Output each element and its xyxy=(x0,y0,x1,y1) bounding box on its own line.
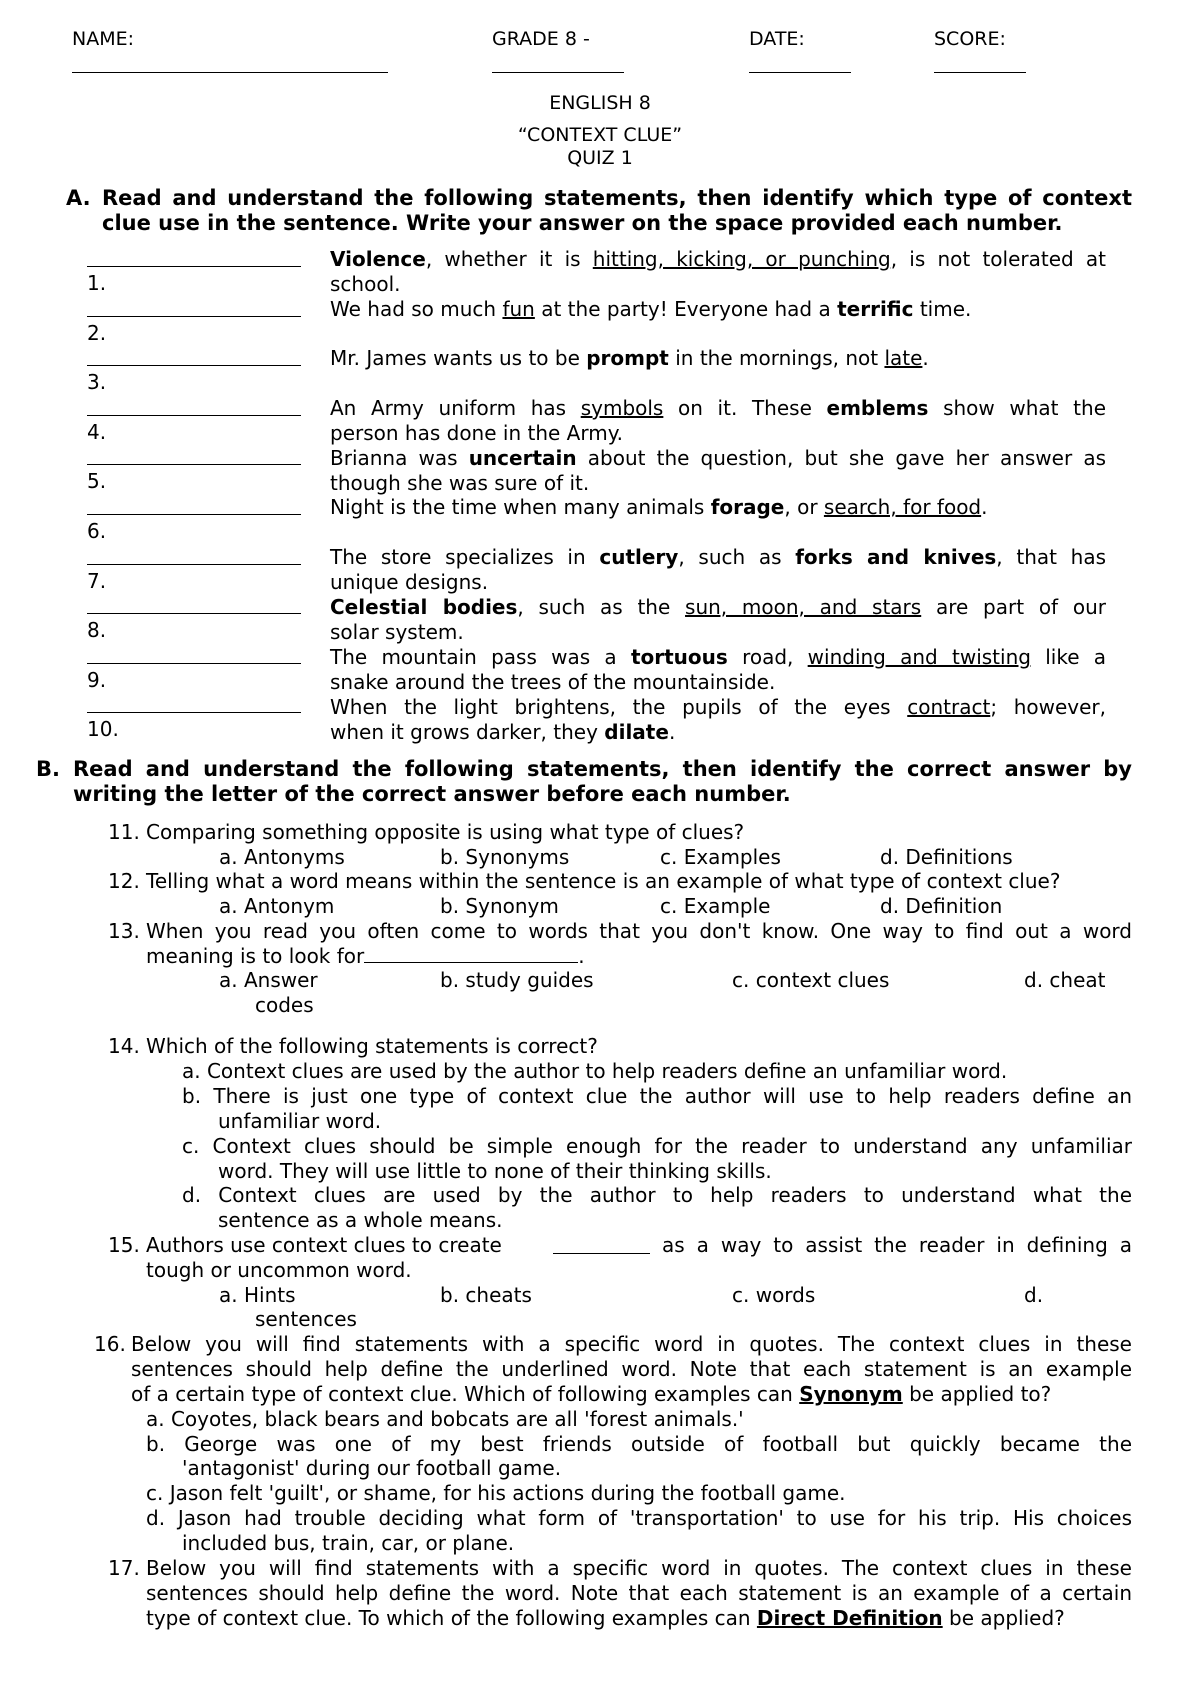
question-text: Telling what a word means within the sentence is an example of what type of context clue? xyxy=(146,869,1061,893)
text: Mr. James wants us to be xyxy=(330,346,587,370)
text: We had so much xyxy=(330,297,503,321)
question-text: Which of the following statements is correct? xyxy=(146,1034,598,1058)
clue-text: fun xyxy=(502,297,535,321)
text: person has done in the Army. xyxy=(330,421,624,445)
question-text: sentences should help define the word. Note that each statement is an example of a certain xyxy=(146,1581,1132,1605)
option-b[interactable]: b. cheats xyxy=(440,1283,532,1307)
option-c-cont: word. They will use little to none of their thinking skills. xyxy=(218,1159,772,1183)
text: An Army uniform has xyxy=(330,396,581,420)
question-text: Comparing something opposite is using what type of clues? xyxy=(146,820,745,844)
date-label: DATE: xyxy=(749,28,805,50)
part-b-instruction-line1: Read and understand the following statements, then identify the correct answer by xyxy=(73,757,1132,781)
option-d-cont: included bus, train, car, or plane. xyxy=(182,1531,515,1555)
option-a[interactable]: a. Context clues are used by the author to help readers define an unfamiliar word. xyxy=(182,1059,1008,1083)
text: . xyxy=(922,346,929,370)
text: , whether it is xyxy=(425,247,593,271)
option-d[interactable]: d. Context clues are used by the author to help readers to understand what the xyxy=(182,1183,1132,1207)
answer-blank[interactable] xyxy=(87,365,301,366)
target-word: dilate xyxy=(604,720,669,744)
option-b[interactable]: b. study guides xyxy=(440,968,594,992)
target-word: terrific xyxy=(837,297,914,321)
option-a[interactable]: a. Antonyms xyxy=(219,845,345,869)
clue-text: late xyxy=(884,346,923,370)
answer-blank[interactable] xyxy=(87,266,301,267)
option-c[interactable]: c. words xyxy=(732,1283,816,1307)
text: . xyxy=(981,495,988,519)
answer-blank[interactable] xyxy=(87,712,301,713)
option-d[interactable]: d. cheat xyxy=(1024,968,1106,992)
option-c[interactable]: c. context clues xyxy=(732,968,890,992)
option-d[interactable]: d. xyxy=(1024,1283,1044,1307)
text: at the party! Everyone had a xyxy=(534,297,838,321)
name-label: NAME: xyxy=(72,28,135,50)
text: like a xyxy=(1030,645,1107,669)
option-b[interactable]: b. Synonym xyxy=(440,894,559,918)
question-number: 14. xyxy=(108,1034,140,1058)
option-b-cont: unfamiliar word. xyxy=(218,1109,382,1133)
question-number: 16. xyxy=(94,1332,126,1356)
score-line[interactable] xyxy=(934,72,1026,73)
option-c[interactable]: c. Context clues should be simple enough for the reader to understand any unfamiliar xyxy=(182,1134,1132,1158)
answer-blank[interactable] xyxy=(87,415,301,416)
option-a[interactable]: a. Hints xyxy=(219,1283,296,1307)
clue-text: forks and knives xyxy=(795,545,997,569)
option-b-cont: 'antagonist' during our football game. xyxy=(182,1456,562,1480)
sentence-3 xyxy=(330,346,929,371)
text: . xyxy=(578,944,585,968)
grade-line[interactable] xyxy=(492,72,624,73)
clue-text: sun, moon, and stars xyxy=(685,595,922,619)
text: Brianna was xyxy=(330,446,469,470)
answer-blank[interactable] xyxy=(553,1253,650,1254)
option-c[interactable]: c. Jason felt 'guilt', or shame, for his actions during the football game. xyxy=(146,1481,846,1505)
text: solar system. xyxy=(330,620,464,644)
text: snake around the trees of the mountainside. xyxy=(330,670,776,694)
clue-text: search, for food xyxy=(823,495,982,519)
question-text: When you read you often come to words that you don't know. One way to find out a word xyxy=(146,919,1132,943)
text: Night is the time when many animals xyxy=(330,495,711,519)
question-text: Below you will find statements with a specific word in quotes. The context clues in these xyxy=(146,1556,1132,1580)
target-word: prompt xyxy=(586,346,669,370)
question-text: Below you will find statements with a specific word in quotes. The context clues in these xyxy=(131,1332,1132,1356)
text: road, xyxy=(727,645,808,669)
text: in the mornings, not xyxy=(668,346,885,370)
option-a[interactable]: a. Antonym xyxy=(219,894,335,918)
clue-text: hitting, kicking, or punching xyxy=(592,247,891,271)
target-word: Violence xyxy=(330,247,426,271)
answer-blank[interactable] xyxy=(87,464,301,465)
answer-blank[interactable] xyxy=(87,663,301,664)
option-b[interactable]: b. Synonyms xyxy=(440,845,570,869)
topic-title: “CONTEXT CLUE” xyxy=(517,124,683,146)
text: about the question, but she gave her answer as xyxy=(576,446,1106,470)
text: school. xyxy=(330,272,401,296)
question-number: 11. xyxy=(108,820,140,844)
item-number: 10. xyxy=(87,717,119,742)
part-a-instruction-line2: clue use in the sentence. Write your answer on the space provided each number. xyxy=(102,211,1063,235)
text: are part of our xyxy=(921,595,1106,619)
option-c[interactable]: c. Examples xyxy=(660,845,781,869)
text: , is not tolerated at xyxy=(890,247,1107,271)
text: , or xyxy=(784,495,824,519)
part-a-letter: A. xyxy=(66,186,91,210)
question-text xyxy=(146,1606,1065,1631)
text: be applied? xyxy=(942,1606,1065,1630)
option-d[interactable]: d. Jason had trouble deciding what form of 'transportation' to use for his trip. His choices xyxy=(146,1506,1132,1530)
text: when it grows darker, they xyxy=(330,720,605,744)
question-text xyxy=(146,944,585,969)
option-a[interactable]: a. Answer xyxy=(219,968,318,992)
part-a-instruction-line1: Read and understand the following statements, then identify which type of context xyxy=(102,186,1132,210)
item-number: 5. xyxy=(87,469,107,494)
key-term: Synonym xyxy=(799,1382,903,1406)
text: show what the xyxy=(928,396,1106,420)
text: , such as xyxy=(678,545,796,569)
text: When the light brightens, the pupils of the eyes xyxy=(330,695,908,719)
text: , that has xyxy=(996,545,1107,569)
date-line[interactable] xyxy=(749,72,851,73)
item-number: 2. xyxy=(87,320,107,345)
text: The mountain pass was a xyxy=(330,645,631,669)
question-number: 17. xyxy=(108,1556,140,1580)
question-text xyxy=(131,1382,1051,1407)
item-number: 7. xyxy=(87,568,107,593)
option-b[interactable]: b. There is just one type of context clue the author will use to help readers define an xyxy=(182,1084,1132,1108)
sentence-2 xyxy=(330,297,971,322)
answer-blank[interactable] xyxy=(87,316,301,317)
text: The store specializes in xyxy=(330,545,600,569)
text: be applied to? xyxy=(902,1382,1052,1406)
target-word: tortuous xyxy=(630,645,728,669)
answer-blank[interactable] xyxy=(87,613,301,614)
part-b-instruction-line2: writing the letter of the correct answer before each number. xyxy=(73,782,791,806)
sentence-6 xyxy=(330,495,987,520)
text: ; however, xyxy=(990,695,1106,719)
answer-blank[interactable] xyxy=(87,564,301,565)
option-d[interactable]: d. Definitions xyxy=(880,845,1013,869)
item-number: 8. xyxy=(87,618,107,643)
text: meaning is to look for xyxy=(146,944,365,968)
clue-text: winding and twisting xyxy=(807,645,1031,669)
option-d-cont: sentence as a whole means. xyxy=(218,1208,503,1232)
option-a-cont: codes xyxy=(255,993,314,1017)
text: time. xyxy=(913,297,972,321)
answer-blank[interactable] xyxy=(364,945,578,963)
item-number: 1. xyxy=(87,271,107,295)
text: . xyxy=(668,720,676,744)
question-number: 15. xyxy=(108,1233,140,1257)
question-text: tough or uncommon word. xyxy=(146,1258,412,1282)
target-word: Celestial bodies xyxy=(330,595,518,619)
question-number: 13. xyxy=(108,919,140,943)
clue-text: symbols xyxy=(580,396,664,420)
question-text: sentences should help define the underlined word. Note that each statement is an example xyxy=(131,1357,1132,1381)
text: , such as the xyxy=(517,595,686,619)
subject-title: ENGLISH 8 xyxy=(549,92,651,114)
option-c[interactable]: c. Example xyxy=(660,894,771,918)
item-number: 3. xyxy=(87,370,107,395)
option-a[interactable]: a. Coyotes, black bears and bobcats are all 'forest animals.' xyxy=(146,1407,744,1431)
quiz-title: QUIZ 1 xyxy=(567,147,633,169)
item-number: 9. xyxy=(87,667,107,692)
item-number: 6. xyxy=(87,519,107,543)
text: on it. These xyxy=(663,396,827,420)
grade-label: GRADE 8 - xyxy=(492,28,590,50)
item-number: 4. xyxy=(87,419,107,444)
name-line[interactable] xyxy=(72,72,388,73)
key-term: Direct Definition xyxy=(756,1606,943,1630)
question-text: as a way to assist the reader in defining a xyxy=(662,1233,1132,1257)
text: of a certain type of context clue. Which of following examples can xyxy=(131,1382,800,1406)
clue-text: contract xyxy=(907,695,991,719)
text: type of context clue. To which of the following examples can xyxy=(146,1606,757,1630)
text: though she was sure of it. xyxy=(330,471,590,495)
question-text: Authors use context clues to create xyxy=(146,1233,502,1257)
target-word: uncertain xyxy=(468,446,577,470)
target-word: forage xyxy=(710,495,785,519)
target-word: cutlery xyxy=(599,545,679,569)
target-word: emblems xyxy=(826,396,929,420)
option-a-cont: sentences xyxy=(255,1307,357,1331)
option-b[interactable]: b. George was one of my best friends outside of football but quickly became the xyxy=(146,1432,1132,1456)
question-number: 12. xyxy=(108,869,140,893)
score-label: SCORE: xyxy=(934,28,1006,50)
text: unique designs. xyxy=(330,570,489,594)
option-d[interactable]: d. Definition xyxy=(880,894,1003,918)
answer-blank[interactable] xyxy=(87,514,301,515)
part-b-letter: B. xyxy=(36,757,60,781)
